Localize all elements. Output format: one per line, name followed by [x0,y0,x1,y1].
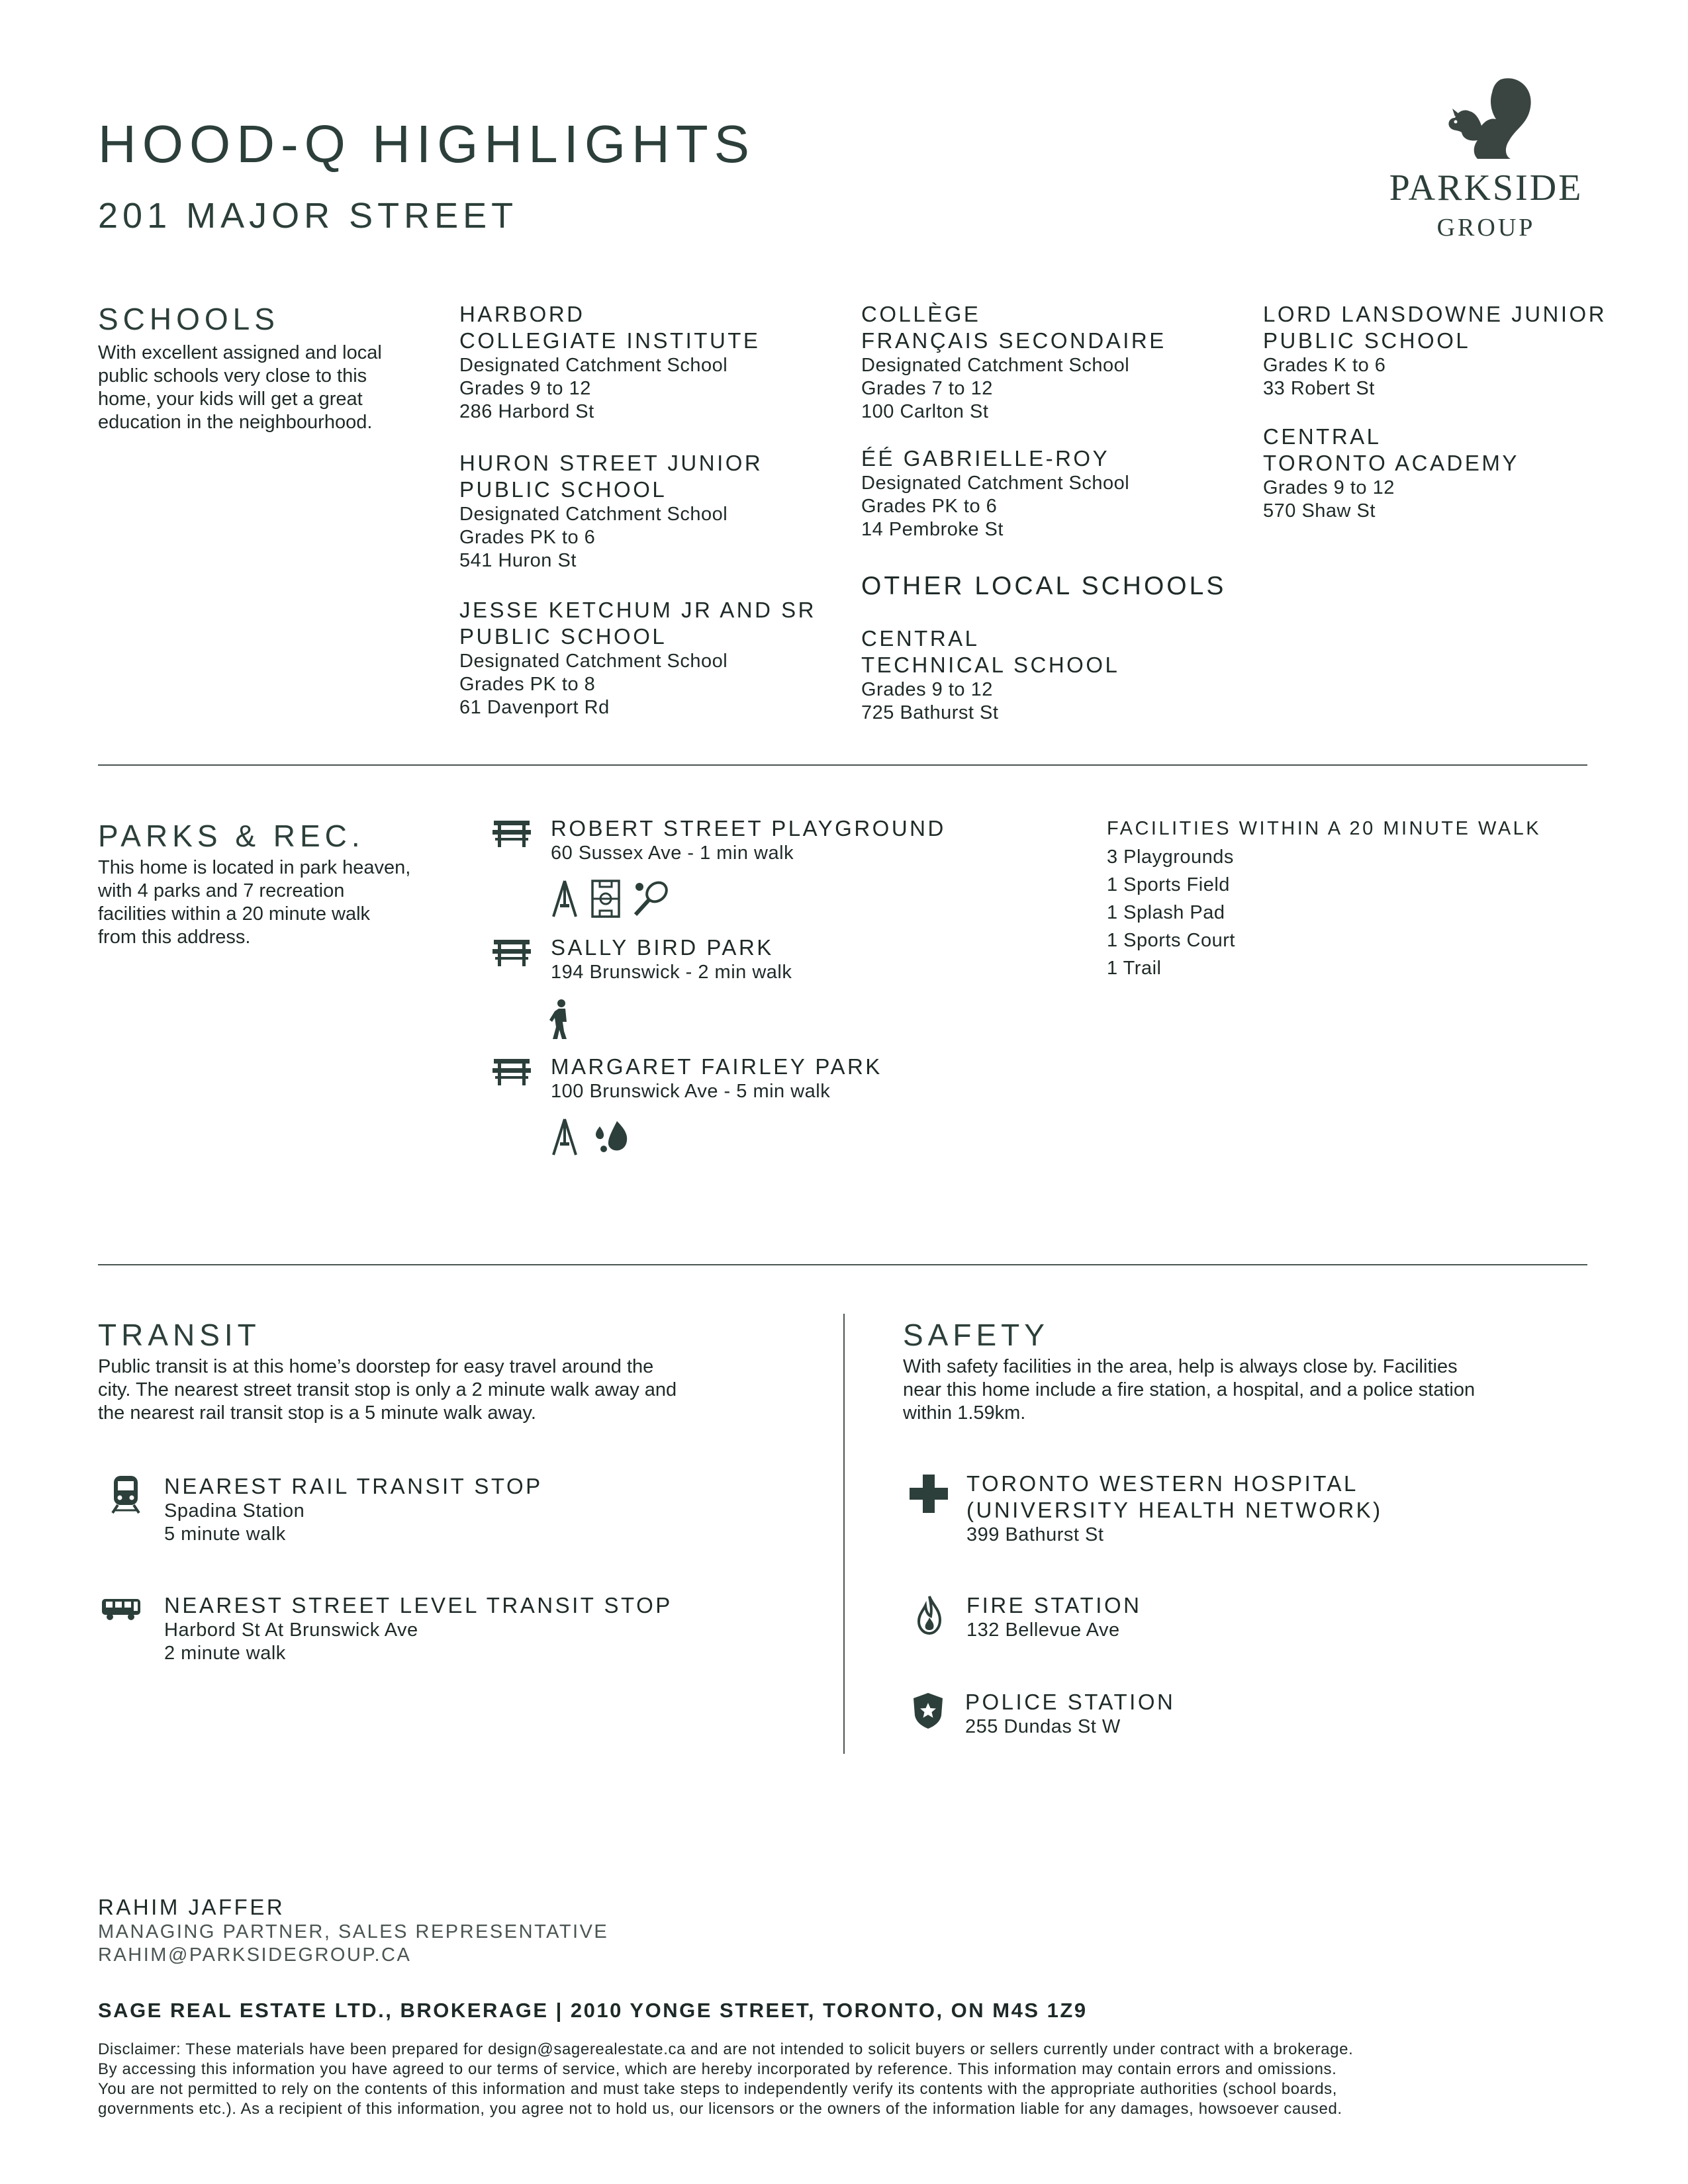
splash-pad-icon [590,1117,630,1157]
agent-info [98,1894,608,1967]
park-facility-icons [549,999,572,1040]
safety-heading: SAFETY [903,1318,1049,1352]
park-detail: 100 Brunswick Ave - 5 min walk [551,1081,831,1102]
safety-description: With safety facilities in the area, help is always close by. Facilities near this home include a fire station, a hospital, and a police station within 1.59km. [903,1356,1476,1424]
school-name: PUBLIC SCHOOL [459,477,667,502]
other-schools-heading: OTHER LOCAL SCHOOLS [861,572,1227,600]
school-entry: CENTRAL TORONTO ACADEMY Grades 9 to 12 570 Shaw St [1263,424,1519,522]
police-station-address: 255 Dundas St W [965,1716,1121,1737]
section-divider [98,764,1587,766]
school-name: CENTRAL [861,626,980,651]
parks-heading: PARKS & REC. [98,819,365,853]
fire-icon [917,1595,941,1635]
transit-heading: TRANSIT [98,1318,261,1352]
fire-station-address: 132 Bellevue Ave [966,1619,1120,1641]
park-name: ROBERT STREET PLAYGROUND [551,816,946,841]
park-detail: 194 Brunswick - 2 min walk [551,962,792,983]
park-entry [551,815,946,865]
school-entry: HURON STREET JUNIOR PUBLIC SCHOOL Designated Catchment School Grades PK to 6 541 Huron St [459,451,763,571]
squirrel-icon [1438,74,1537,163]
sports-court-icon [632,879,671,919]
school-name: PUBLIC SCHOOL [459,624,667,649]
school-name: LORD LANSDOWNE JUNIOR [1263,302,1607,326]
facility-item: 1 Splash Pad [1107,902,1225,923]
playground-icon [549,1117,580,1157]
parkside-logo [1377,74,1595,246]
school-entry: LORD LANSDOWNE JUNIOR PUBLIC SCHOOL Grades K to 6 33 Robert St [1263,302,1607,399]
rail-transit-label: NEAREST RAIL TRANSIT STOP [164,1474,543,1498]
schools-heading: SCHOOLS [98,302,279,336]
school-name: COLLEGIATE INSTITUTE [459,328,761,353]
school-entry: COLLÈGE FRANÇAIS SECONDAIRE Designated Catchment School Grades 7 to 12 100 Carlton St [861,302,1166,422]
hospital-cross-icon [910,1475,948,1513]
park-facility-icons [549,1117,630,1157]
agent-title: MANAGING PARTNER, SALES REPRESENTATIVE [98,1921,609,1942]
agent-name: RAHIM JAFFER [98,1895,285,1919]
school-name: HARBORD [459,302,585,326]
park-name: MARGARET FAIRLEY PARK [551,1054,882,1079]
park-bench-icon [492,1058,531,1087]
fire-station-entry [966,1592,1141,1642]
parks-description: This home is located in park heaven, with 4 parks and 7 recreation facilities within a 20 minute walk from this address. [98,857,411,948]
facility-item: 3 Playgrounds [1107,846,1234,868]
rail-station: Spadina Station [164,1500,305,1522]
street-stop: Harbord St At Brunswick Ave [164,1619,418,1641]
school-name: COLLÈGE [861,302,981,326]
school-name: JESSE KETCHUM JR AND SR [459,598,816,622]
park-entry [551,934,792,984]
school-name: TECHNICAL SCHOOL [861,653,1120,677]
agent-email[interactable]: RAHIM@PARKSIDEGROUP.CA [98,1944,412,1966]
school-entry: ÉÉ GABRIELLE-ROY Designated Catchment School Grades PK to 6 14 Pembroke St [861,446,1130,540]
brokerage-line: SAGE REAL ESTATE LTD., BROKERAGE | 2010 YONGE STREET, TORONTO, ON M4S 1Z9 [98,1999,1088,2022]
hospital-name: TORONTO WESTERN HOSPITAL [966,1471,1358,1496]
rail-walk-time: 5 minute walk [164,1524,286,1545]
school-entry: HARBORD COLLEGIATE INSTITUTE Designated Catchment School Grades 9 to 12 286 Harbord St [459,302,761,422]
logo-subtitle: GROUP [1436,214,1536,242]
police-shield-icon [912,1692,944,1730]
facilities-list [1107,815,1541,982]
transit-description: Public transit is at this home’s doorstep for easy travel around the city. The nearest street transit stop is only a 2 minute walk away and the nearest rail transit stop is a 5 minute walk away. [98,1356,677,1424]
sports-field-icon [590,879,621,919]
column-divider [843,1314,845,1754]
section-divider [98,1264,1587,1265]
school-name: CENTRAL [1263,424,1382,449]
park-facility-icons [549,879,671,919]
logo-wordmark: PARKSIDE [1389,167,1583,208]
school-name: ÉÉ GABRIELLE-ROY [861,446,1110,471]
park-detail: 60 Sussex Ave - 1 min walk [551,842,794,864]
property-address: 201 MAJOR STREET [98,196,518,236]
hospital-entry [966,1471,1383,1547]
school-entry: JESSE KETCHUM JR AND SR PUBLIC SCHOOL Designated Catchment School Grades PK to 8 61 Davenport Rd [459,598,816,718]
school-name: FRANÇAIS SECONDAIRE [861,328,1166,353]
school-name: HURON STREET JUNIOR [459,451,763,475]
park-bench-icon [492,819,531,848]
school-name: PUBLIC SCHOOL [1263,328,1471,353]
page-title: HOOD-Q HIGHLIGHTS [98,114,756,173]
street-transit-stop [164,1592,673,1665]
fire-station-name: FIRE STATION [966,1593,1142,1617]
school-name: TORONTO ACADEMY [1263,451,1519,475]
train-icon [111,1475,140,1514]
hospital-name: (UNIVERSITY HEALTH NETWORK) [966,1498,1383,1522]
hospital-address: 399 Bathurst St [966,1524,1104,1545]
facility-item: 1 Sports Court [1107,930,1235,951]
playground-icon [549,879,580,919]
street-transit-label: NEAREST STREET LEVEL TRANSIT STOP [164,1593,673,1617]
police-station-name: POLICE STATION [965,1690,1176,1714]
facility-item: 1 Trail [1107,958,1162,979]
facilities-heading: FACILITIES WITHIN A 20 MINUTE WALK [1107,818,1542,839]
police-station-entry [965,1689,1175,1739]
school-entry: CENTRAL TECHNICAL SCHOOL Grades 9 to 12 725 Bathurst St [861,626,1120,723]
park-entry [551,1054,882,1103]
park-name: SALLY BIRD PARK [551,935,774,960]
schools-description: With excellent assigned and local public schools very close to this home, your kids will get a great education in the neighbourhood. [98,342,382,433]
facility-item: 1 Sports Field [1107,874,1230,895]
disclaimer: Disclaimer: These materials have been prepared for design@sagerealestate.ca and are not intended to solicit buyers or sellers currently under contract with a brokerage. By accessing this information you have agreed to our terms of service, which are hereby incorporated by reference. This information may contain errors and omissions. You are not permitted to rely on the contents of this information and must take steps to independently verify its contents with the appropriate authorities (school boards, governments etc.). As a recipient of this information, you agree not to hold us, our licensors or the owners of the information liable for any damages, howsoever caused. [98,2040,1354,2118]
bus-icon [101,1598,142,1621]
trail-icon [549,999,572,1040]
park-bench-icon [492,938,531,968]
street-walk-time: 2 minute walk [164,1643,286,1664]
rail-transit-stop [164,1473,543,1546]
